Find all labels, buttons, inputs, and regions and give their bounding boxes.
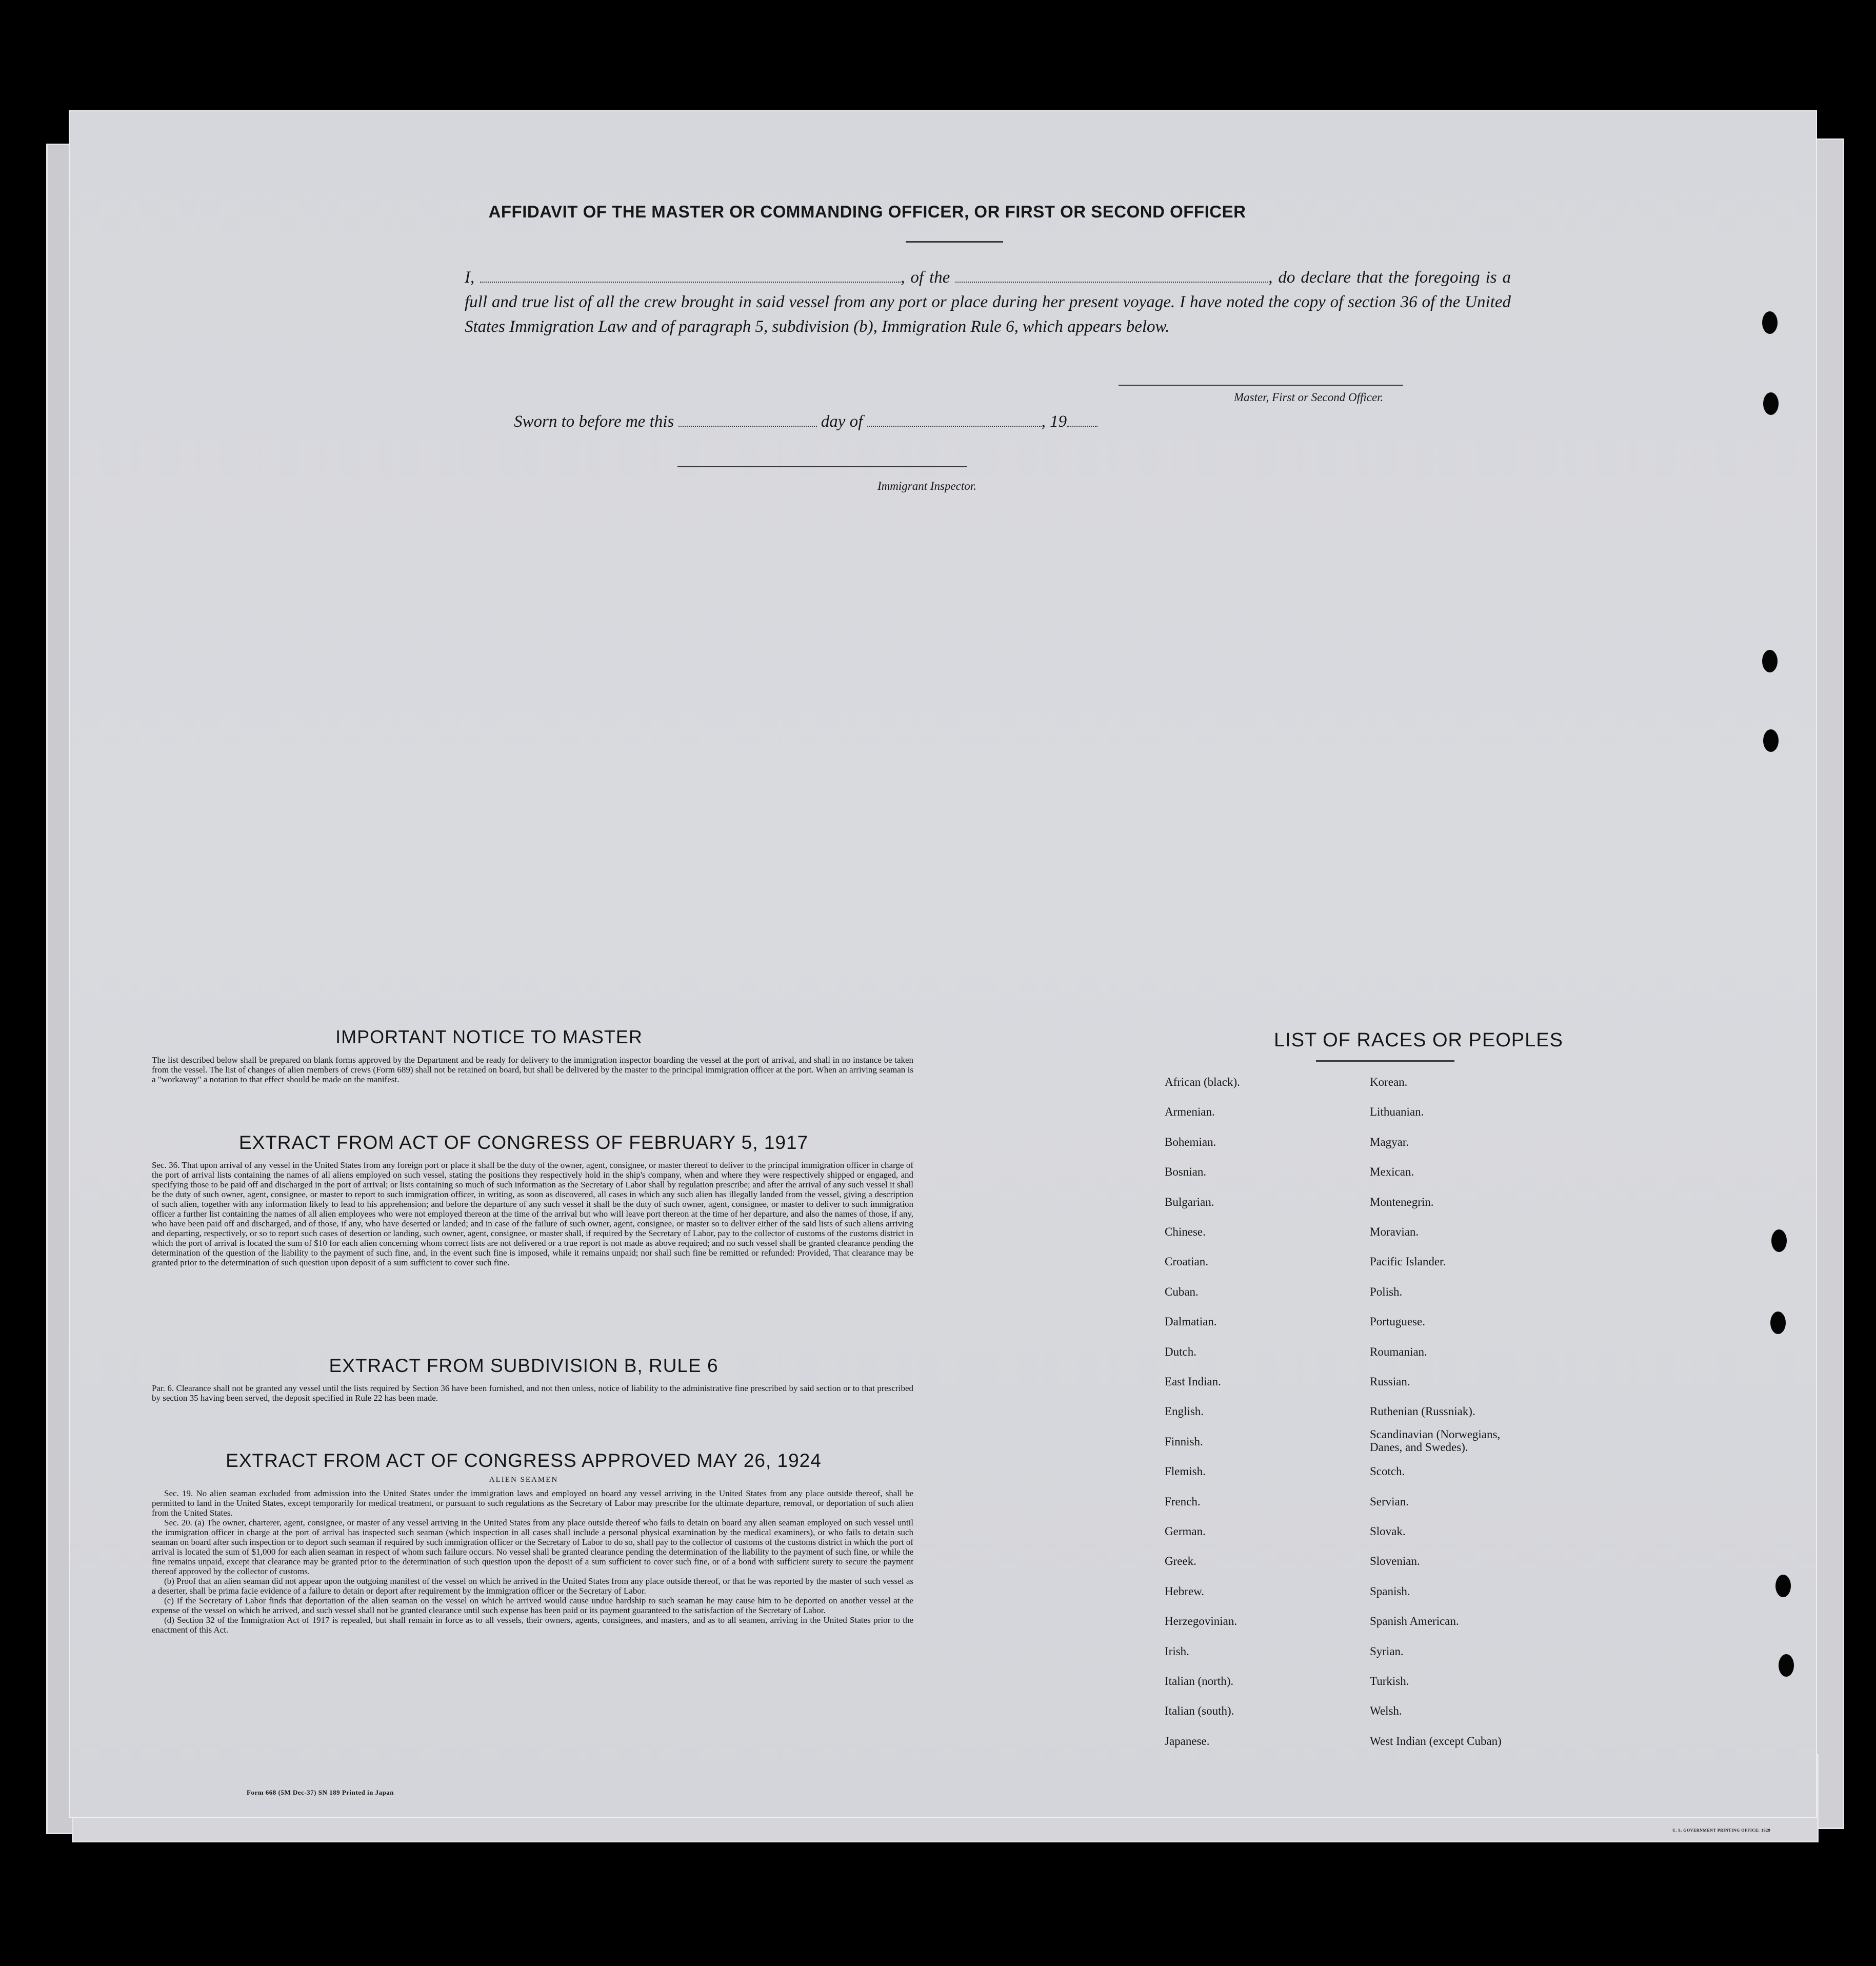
race-item-left: Greek. — [1165, 1555, 1196, 1568]
race-item-left: Croatian. — [1165, 1255, 1208, 1268]
race-item-right: Scandinavian (Norwegians, Danes, and Swedes). — [1370, 1427, 1501, 1454]
race-item-left: Italian (south). — [1165, 1704, 1234, 1718]
race-item-right: Slovak. — [1370, 1525, 1406, 1538]
extract-1917-heading: EXTRACT FROM ACT OF CONGRESS OF FEBRUARY 5, 1917 — [238, 1132, 809, 1153]
alien-seamen-subheading: ALIEN SEAMEN — [489, 1476, 558, 1484]
race-item-right: Korean. — [1370, 1076, 1408, 1088]
race-item-right: Syrian. — [1370, 1644, 1404, 1658]
extract-1917-text: Sec. 36. That upon arrival of any vessel in the United States from any foreign port or place it shall be the duty of the owner, agent, consignee, or master thereof to deliver to the principal immigration officer in charge of the port of arrival lists containing the names of all aliens employed on such vessel, stating the positions they respectively hold in the ship's company, when and where they were respectively shipped or engaged, and specifying those to be paid off and discharged in the port of arrival; or lists containing so much of such information as the Secretary of Labor shall by regulation prescribe; and after the arrival of any such vessel it shall be the duty of such owner, agent, consignee, or master to report to such immigration officer, in writing, as soon as discovered, all cases in which any such alien has illegally landed from the vessel, giving a description of such alien, together with any information likely to lead to his apprehension; and before the departure of any such vessel it shall be the duty of such owner, agent, consignee, or master to deliver to such immigration officer a further list containing the names of all alien employees who were not employed thereon at the time of the arrival but who will leave port thereon at the time of her departure, and also the names of those, if any, who have been paid off and discharged, and of those, if any, who have deserted or landed; and in case of the failure of such owner, agent, consignee, or master so to deliver either of the said lists of such aliens arriving and departing, respectively, or so to report such cases of desertion or landing, such owner, agent, consignee, or master shall, if required by the Secretary of Labor, pay to the collector of customs of the customs district in which the port of arrival is located the sum of $10 for each alien concerning whom correct lists are not delivered or a true report is not made as above required; and no such vessel shall be granted clearance pending the determination of the question of the liability to the payment of such fine, and, in the event such fine is imposed, while it remains unpaid; nor shall such fine be remitted or refunded: Provided, That clearance may be granted prior to the determination of such question upon deposit of a sum sufficient to cover such fine. — [152, 1160, 913, 1267]
sworn-day-field[interactable] — [678, 411, 817, 427]
declaration-of-the: , of the — [901, 268, 950, 287]
declaration-start: I, — [465, 268, 475, 287]
punch-hole — [1770, 1312, 1786, 1334]
race-item-right: Scotch. — [1370, 1465, 1405, 1478]
extract-1924-heading: EXTRACT FROM ACT OF CONGRESS APPROVED MAY 26, 1924 — [226, 1450, 822, 1471]
declaration-do-declare: , do declare — [1268, 268, 1351, 287]
important-notice-text: The list described below shall be prepared on blank forms approved by the Department and be ready for delivery to the immigration inspector boarding the vessel at the port of arrival, and shall in no instance be taken from the vessel. The list of changes of alien members of crews (Form 689) shall not be retained on board, but shall be delivered by the master to the principal immigration officer at the port. When an arriving seaman is a "workaway" a notation to that effect should be made on the manifest. — [152, 1055, 913, 1084]
sworn-month-field[interactable] — [867, 411, 1042, 427]
race-item-right: Mexican. — [1370, 1165, 1414, 1179]
master-signature-line[interactable] — [1119, 385, 1403, 386]
punch-hole — [1775, 1575, 1791, 1597]
extract-1924-paragraph: (c) If the Secretary of Labor finds that deportation of the alien seaman on the vessel on which he arrived would cause undue hardship to such seaman he may cause him to be deported on another vessel at the expense of the vessel on which he arrived, and such vessel shall not be granted clearance until such expense has been paid or its payment guaranteed to the satisfaction of the Secretary of Labor. — [152, 1596, 913, 1615]
race-item-left: French. — [1165, 1495, 1201, 1508]
race-item-left: Finnish. — [1165, 1435, 1203, 1448]
sworn-year-field[interactable] — [1067, 411, 1097, 427]
extract-1924-paragraph: Sec. 20. (a) The owner, charterer, agent, consignee, or master of any vessel arriving in the United States from any place outside thereof who fails to detain on board any alien seaman employed on such vessel until the immigration officer in charge at the port of arrival has inspected such seaman (which inspection in all cases shall include a personal physical examination by the medical examiners), or who fails to detain such seaman on board after such inspection or to deport such seaman if required by such immigration officer or the Secretary of Labor to do so, shall pay to the collector of customs of the customs district in which the port of arrival is located the sum of $1,000 for each alien seaman in respect of whom such failure occurs. No vessel shall be granted clearance pending the determination of the liability to the payment of such fine, or while the fine remains unpaid, except that clearance may be granted prior to the determination of such question upon the deposit of a sum sufficient to cover such fine, or of a bond with sufficient surety to secure the payment thereof approved by the collector of customs. — [152, 1518, 913, 1576]
race-item-right: Portuguese. — [1370, 1315, 1425, 1328]
race-item-left: Hebrew. — [1165, 1584, 1205, 1598]
race-item-left: African (black). — [1165, 1076, 1240, 1088]
race-item-right: Pacific Islander. — [1370, 1255, 1446, 1268]
punch-hole — [1762, 650, 1778, 672]
affidavit-title: AFFIDAVIT OF THE MASTER OR COMMANDING OFFICER, OR FIRST OR SECOND OFFICER — [488, 202, 1246, 221]
race-item-left: Chinese. — [1165, 1225, 1206, 1238]
form-page — [69, 110, 1817, 1833]
sworn-year-prefix: , 19 — [1041, 412, 1067, 431]
race-item-right: Ruthenian (Russniak). — [1370, 1405, 1475, 1418]
form-number: Form 668 (5M Dec-37) SN 189 Printed in Japan — [247, 1789, 394, 1796]
extract-rule6-text: Par. 6. Clearance shall not be granted any vessel until the lists required by Section 36 have been furnished, and not then unless, notice of liability to the administrative fine prescribed by said section or to that prescribed by section 35 having been served, the deposit specified in Rule 22 has been made. — [152, 1383, 913, 1403]
inspector-caption: Immigrant Inspector. — [877, 480, 976, 492]
race-item-left: Japanese. — [1165, 1734, 1210, 1747]
race-item-right: Magyar. — [1370, 1135, 1409, 1148]
sworn-statement — [514, 411, 1097, 431]
race-item-left: Dutch. — [1165, 1345, 1196, 1358]
race-item-left: Armenian. — [1165, 1105, 1215, 1119]
race-item-right: Spanish. — [1370, 1584, 1410, 1598]
extract-rule6-heading: EXTRACT FROM SUBDIVISION B, RULE 6 — [329, 1355, 719, 1376]
inspector-signature-line[interactable] — [677, 466, 967, 467]
extract-1924-paragraph: (b) Proof that an alien seaman did not appear upon the outgoing manifest of the vessel on which he arrived in the United States from any place outside thereof, or that he was reported by the master of such vessel as a deserter, shall be prima facie evidence of a failure to detain or deport after requirement by the immigration officer or the Secretary of Labor. — [152, 1576, 913, 1596]
sworn-prefix: Sworn to before me this — [514, 412, 674, 431]
race-item-left: Irish. — [1165, 1644, 1189, 1658]
race-item-left: Cuban. — [1165, 1285, 1199, 1298]
punch-hole — [1763, 729, 1779, 752]
punch-hole — [1771, 1229, 1787, 1252]
title-rule — [906, 241, 1003, 243]
race-item-left: Dalmatian. — [1165, 1315, 1217, 1328]
race-item-right: Polish. — [1370, 1285, 1403, 1298]
race-item-left: Herzegovinian. — [1165, 1615, 1238, 1628]
punch-hole — [1762, 311, 1778, 334]
race-item-left: Flemish. — [1165, 1465, 1206, 1478]
race-item-right: Moravian. — [1370, 1225, 1419, 1238]
master-signature-caption: Master, First or Second Officer. — [1234, 391, 1384, 404]
races-heading-rule — [1316, 1060, 1454, 1062]
race-item-right: Spanish American. — [1370, 1615, 1459, 1628]
declaration-text: that the foregoing is a full and true list of all the crew brought in said vessel from any port or place during her present voyage. I have noted the copy of section 36 of the United States Immigration Law and of paragraph 5, subdivision (b), Immigration Rule 6, which appears below. — [465, 268, 1511, 336]
race-item-left: German. — [1165, 1525, 1206, 1538]
race-item-left: English. — [1165, 1405, 1204, 1418]
race-item-left: Bosnian. — [1165, 1165, 1207, 1179]
important-notice-heading: IMPORTANT NOTICE TO MASTER — [335, 1026, 643, 1047]
extract-1924-body — [152, 1488, 913, 1635]
race-item-right: Servian. — [1370, 1495, 1409, 1508]
race-item-left: Italian (north). — [1165, 1675, 1234, 1687]
race-item-right: Russian. — [1370, 1375, 1410, 1388]
race-item-left: Bohemian. — [1165, 1135, 1216, 1148]
sworn-day-of: day of — [821, 412, 863, 431]
extract-1924-paragraph: Sec. 19. No alien seaman excluded from admission into the United States under the immigration laws and employed on board any vessel arriving in the United States from any place outside thereof, shall be permitted to land in the United States, except temporarily for medical treatment, or pursuant to such regulations as the Secretary of Labor may prescribe for the ultimate departure, removal, or deportation of such alien from the United States. — [152, 1488, 913, 1518]
race-item-right: Montenegrin. — [1370, 1195, 1434, 1208]
race-item-left: Bulgarian. — [1165, 1195, 1214, 1208]
race-item-right: Welsh. — [1370, 1704, 1402, 1718]
races-heading: LIST OF RACES OR PEOPLES — [1274, 1029, 1563, 1051]
race-item-right: West Indian (except Cuban) — [1370, 1734, 1502, 1747]
declarant-name-field[interactable] — [480, 267, 901, 283]
race-item-right: Slovenian. — [1370, 1555, 1420, 1568]
race-item-right: Roumanian. — [1370, 1345, 1427, 1358]
extract-1924-paragraph: (d) Section 32 of the Immigration Act of 1917 is repealed, but shall remain in force as to all vessels, their owners, agents, consignees, and masters, and as to all seamen, arriving in the United States prior to the enactment of this Act. — [152, 1615, 913, 1635]
affidavit-declaration — [465, 265, 1511, 339]
punch-hole — [1779, 1654, 1794, 1677]
race-item-left: East Indian. — [1165, 1375, 1221, 1388]
race-item-right: Turkish. — [1370, 1675, 1409, 1687]
punch-hole — [1763, 392, 1779, 415]
race-item-right: Lithuanian. — [1370, 1105, 1424, 1119]
gpo-imprint: U. S. GOVERNMENT PRINTING OFFICE: 1929 — [1672, 1828, 1771, 1833]
vessel-name-field[interactable] — [955, 267, 1268, 283]
